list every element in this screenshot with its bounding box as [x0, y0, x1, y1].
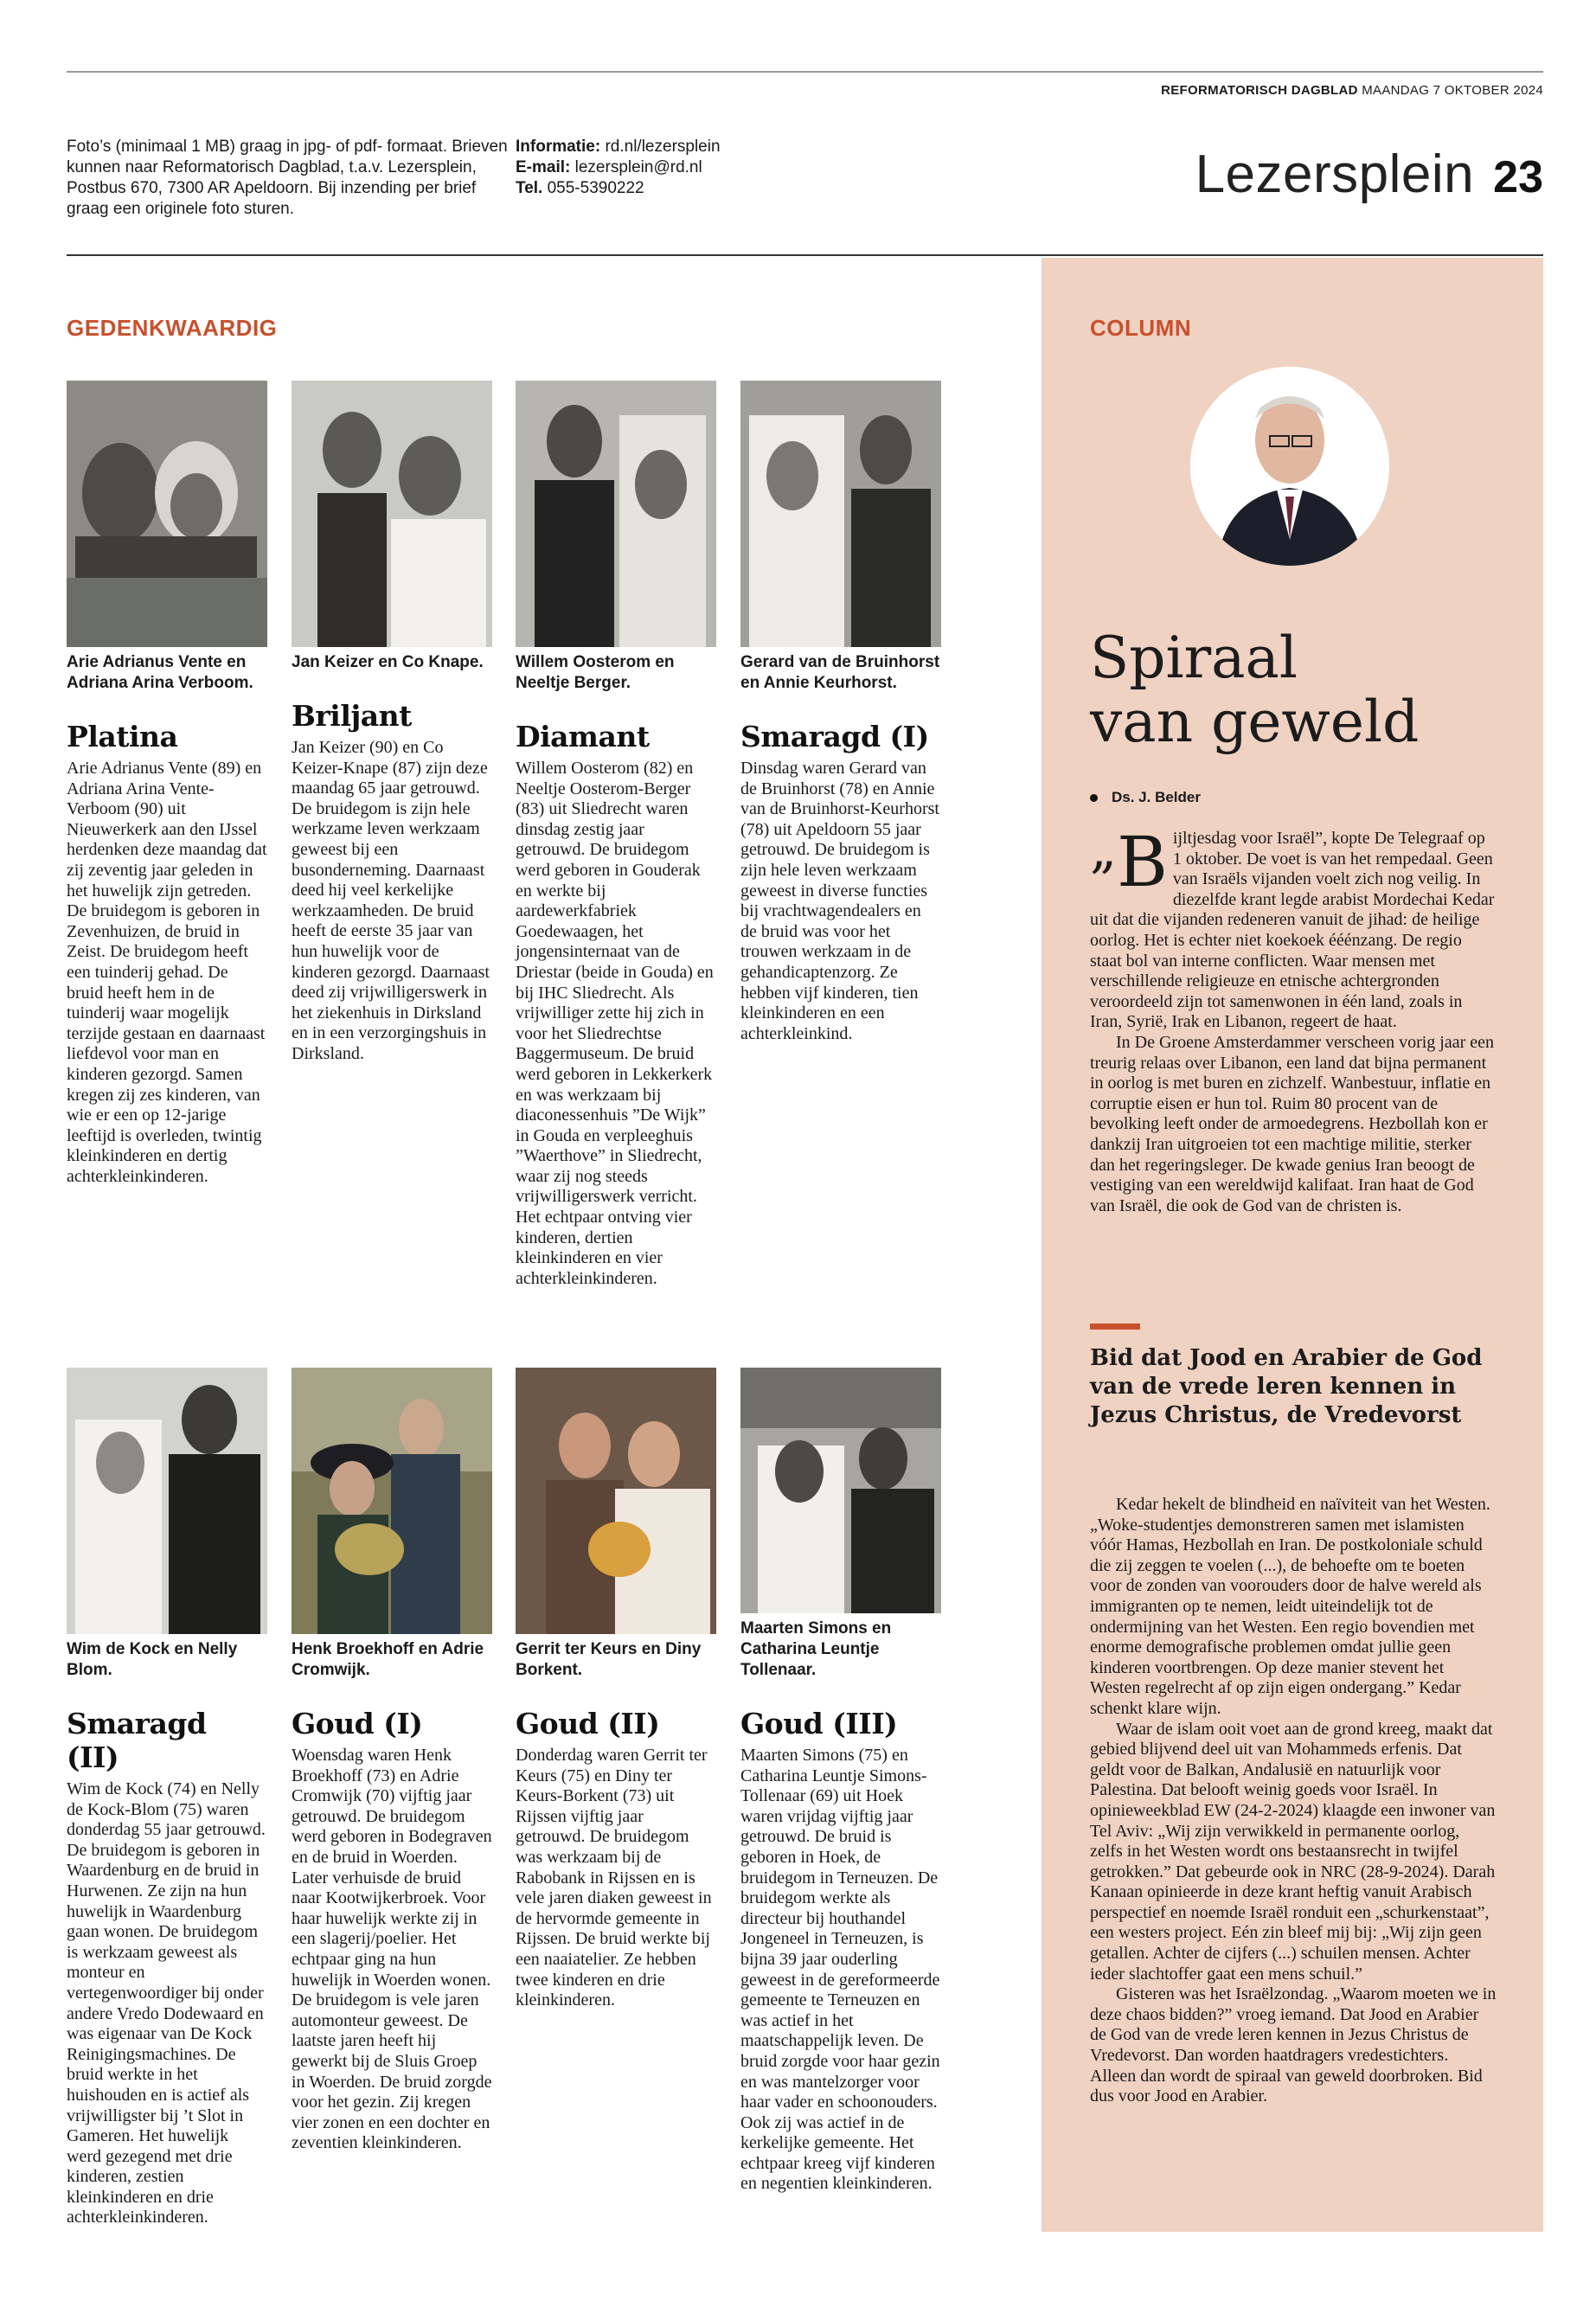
- anniversary-title: Smaragd (I): [740, 720, 929, 753]
- photo-caption: Willem Oosterom en Neeltje Berger.: [516, 653, 675, 692]
- anniversary-title: Diamant: [516, 720, 650, 753]
- top-rule: [67, 71, 1543, 73]
- anniversary-card: [67, 381, 267, 1187]
- anniversary-title: Goud (III): [740, 1707, 898, 1740]
- drop-cap: „B: [1090, 819, 1168, 902]
- anniversary-text: Woensdag waren Henk Broekhoff (73) en Adrie Cromwijk (70) vijftig jaar getrouwd. De bruidegom werd geboren in Bodegraven en de bruid in Woerden. Later verhuisde de bruid naar Kootwijkerbroek. Voor haar huwelijk werkte zij in een slagerij/poelier. Het echtpaar ging na hun huwelijk in Woerden wonen. De bruidegom is vele jaren automonteur geweest. De laatste jaren heeft hij gewerkt bij de Sluis Groep in Woerden. De bruid zorgde voor het gezin. Zij kregen vier zonen en een dochter en zeventien kleinkinderen.: [292, 1746, 492, 2153]
- anniversary-title: Platina: [67, 720, 178, 753]
- tel-value: 055-5390222: [547, 179, 644, 197]
- anniversary-text: Willem Oosterom (82) en Neeltje Oosterom-Berger (83) uit Sliedrecht waren dinsdag zestig jaar getrouwd. De bruidegom werd geboren in Gouderak en werkte bij aardewerkfabriek Goedewaagen, het jongensinternaat van de Driestar (beide in Gouda) en bij IHC Sliedrecht. Als vrijwilliger zette hij zich in voor het Sliedrechtse Baggermuseum. De bruid werd geboren in Lekkerkerk en was werkzaam bij diaconessenhuis ”De Wijk” in Gouda en verpleeghuis ”Waerthove” in Sliedrecht, waar zij nog steeds vrijwilligerswerk verricht. Het echtpaar ontving vier kinderen, dertien kleinkinderen en vier achterkleinkinderen.: [516, 759, 714, 1288]
- anniversary-card: [292, 381, 492, 1065]
- anniversary-text: Maarten Simons (75) en Catharina Leuntje Simons-Tollenaar (69) uit Hoek waren vrijdag vijftig jaar getrouwd. De bruid is geboren in Hoek, de bruidegom in Terneuzen. De bruidegom werkte als directeur bij houthandel Jongeneel in Terneuzen, is bijna 39 jaar ouderling geweest in de gereformeerde gemeente te Terneuzen en was actief in het maatschappelijk leven. De bruid zorgde voor haar gezin en was mantelzorger voor haar vader en schoonouders. Ook zij was actief in de kerkelijke gemeente. Het echtpaar kreeg vijf kinderen en negentien kleinkinderen.: [740, 1746, 940, 2194]
- email-link[interactable]: lezersplein@rd.nl: [574, 158, 702, 176]
- page-number: 23: [1493, 152, 1543, 202]
- section-header: [1195, 144, 1543, 205]
- headline-line-1: Spiraal: [1090, 625, 1298, 691]
- gedenkwaardig-kicker: GEDENKWAARDIG: [67, 315, 278, 341]
- column-kicker: COLUMN: [1090, 315, 1192, 341]
- anniversary-card: [292, 1368, 492, 2154]
- info-link[interactable]: rd.nl/lezersplein: [605, 138, 721, 156]
- photo-caption: Jan Keizer en Co Knape.: [292, 653, 484, 671]
- anniversary-card: [67, 1368, 267, 2228]
- photo-caption: Henk Broekhoff en Adrie Cromwijk.: [292, 1640, 484, 1679]
- submission-info: Foto’s (minimaal 1 MB) graag in jpg- of pdf- formaat. Brieven kunnen naar Reformatorisch Dagblad, t.a.v. Lezersplein, Postbus 670, 7300 AR Apeldoorn. Bij inzending per brief graag een originele foto sturen.: [67, 138, 508, 218]
- photo-caption: Maarten Simons en Catharina Leuntje Tollenaar.: [740, 1619, 892, 1679]
- column-headline: [1090, 626, 1497, 754]
- column-panel: [1042, 258, 1543, 2232]
- dateline: [1161, 83, 1543, 98]
- column-paragraph: Waar de islam ooit voet aan de grond kreeg, maakt dat gebied blijvend deel uit van Mohammeds erfenis. Dat geldt voor de Balkan, Andalusië en natuurlijk voor Palestina. Dat belooft weinig goeds voor Israël. In opinieweekblad EW (24-2-2024) klaagde een inwoner van Tel Aviv: „Wij zijn verwikkeld in permanente oorlog, zelfs in het Westen wordt ons bestaansrecht in twijfel getrokken.” Dat gebeurde ook in NRC (28-9-2024). Darah Kanaan opinieerde in deze krant heftig vanuit Arabisch perspectief en noemde Israël ronduit een „schurkenstaat”, een westers project. Eén zin bleef mij bij: „Wij zijn geen getallen. Achter de cijfers (...) schuilen mensen. Achter ieder slachtoffer gaat een mens schuil.”: [1090, 1719, 1496, 1984]
- anniversary-card: [740, 1368, 941, 2195]
- issue-date: MAANDAG 7 OKTOBER 2024: [1362, 83, 1543, 98]
- info-label: Informatie:: [516, 138, 601, 156]
- wedding-photo: [67, 1368, 267, 1634]
- column-byline: [1090, 789, 1497, 806]
- photo-caption: Wim de Kock en Nelly Blom.: [67, 1640, 238, 1679]
- anniversary-title: Goud (I): [292, 1707, 423, 1740]
- wedding-photo: [516, 1368, 716, 1634]
- contact-info: [516, 137, 801, 199]
- photo-caption: Gerrit ter Keurs en Diny Borkent.: [516, 1640, 702, 1679]
- column-body-top: [1090, 819, 1497, 1216]
- author-portrait: [1190, 367, 1389, 566]
- pullquote: Bid dat Jood en Arabier de God van de vrede leren kennen in Jezus Christus, de Vredevorst: [1090, 1345, 1483, 1428]
- wedding-photo: [740, 381, 941, 647]
- anniversary-text: Arie Adrianus Vente (89) en Adriana Arina Vente-Verboom (90) uit Nieuwerkerk aan den IJssel herdenken deze maandag dat zij zeventig jaar geleden in het huwelijk zijn getreden. De bruidegom is geboren in Zevenhuizen, de bruid in Zeist. De bruidegom heeft een tuinderij gehad. De bruid heeft hem in de tuinderij waar mogelijk terzijde gestaan en daarnaast liefdevol voor man en kinderen gezorgd. Samen kregen zij zes kinderen, van wie er een op 12-jarige leeftijd is overleden, twintig kleinkinderen en dertig achterkleinkinderen.: [67, 759, 267, 1186]
- column-paragraph: Kedar hekelt de blindheid en naïviteit van het Westen. „Woke-studentjes demonstreren samen met islamisten vóór Hamas, Hezbollah en Iran. De postkoloniale schuld die zij zeggen te voelen (...), de behoefte om te boeten voor de zonden van voorouders door de halve wereld als immigranten op te nemen, leidt uiteindelijk tot de ondermijning van het Westen. Een regio bovendien met enorme demografische problemen omdat jullie geen kinderen voortbrengen. Op deze manier stevent het Westen regelrecht af op zijn eigen ondergang.” Kedar schenkt klare wijn.: [1090, 1495, 1490, 1718]
- email-label: E-mail:: [516, 158, 571, 176]
- anniversary-text: Dinsdag waren Gerard van de Bruinhorst (78) en Annie van de Bruinhorst-Keurhorst (78) uit Apeldoorn 55 jaar getrouwd. De bruidegom is zijn hele leven werkzaam geweest in diverse functies bij vrachtwagendealers en de bruid was voor het trouwen werkzaam in de gehandicaptenzorg. Ze hebben vijf kinderen, tien kleinkinderen en een achterkleinkind.: [740, 759, 939, 1043]
- anniversary-card: [740, 381, 941, 1044]
- anniversary-card: [516, 1368, 716, 2011]
- author-name: Ds. J. Belder: [1112, 789, 1201, 805]
- anniversary-text: Jan Keizer (90) en Co Keizer-Knape (87) zijn deze maandag 65 jaar getrouwd. De bruidegom is zijn hele werkzame leven werkzaam geweest bij een busonderneming. Daarnaast deed hij veel kerkelijke werkzaamheden. De bruid heeft de eerste 35 jaar van hun huwelijk voor de kinderen gezorgd. Daarnaast deed zij vrijwilligerswerk in het ziekenhuis in Dirksland en in een verzorgingshuis in Dirksland.: [292, 738, 490, 1063]
- tel-label: Tel.: [516, 179, 543, 197]
- anniversary-text: Donderdag waren Gerrit ter Keurs (75) en Diny ter Keurs-Borkent (73) uit Rijssen vijftig jaar getrouwd. De bruidegom was werkzaam bij de Rabobank in Rijssen en is vele jaren diaken geweest in de hervormde gemeente in Rijssen. De bruid werkte bij een naaiatelier. Ze hebben twee kinderen en drie kleinkinderen.: [516, 1746, 712, 2010]
- anniversary-title: Goud (II): [516, 1707, 660, 1740]
- wedding-photo: [516, 381, 716, 647]
- anniversary-title: Briljant: [292, 699, 412, 733]
- anniversary-text: Wim de Kock (74) en Nelly de Kock-Blom (75) waren donderdag 55 jaar getrouwd. De bruidegom is geboren in Waardenburg en de bruid in Hurwenen. Ze zijn na hun huwelijk in Waardenburg gaan wonen. De bruidegom is werkzaam geweest als monteur en vertegenwoordiger bij onder andere Vredo Dodewaard en was eigenaar van De Kock Reinigingsmachines. De bruid werkte in het huishouden en is actief als vrijwilligster bij ’t Slot in Gameren. Het huwelijk werd gezegend met drie kinderen, zestien kleinkinderen en drie achterkleinkinderen.: [67, 1779, 266, 2227]
- column-paragraph: In De Groene Amsterdammer verscheen vorig jaar een treurig relaas over Libanon, een land dat bijna permanent in oorlog is met buren en zichzelf. Wanbestuur, inflatie en corruptie eisen er hun tol. Ruim 80 procent van de bevolking leeft onder de armoedegrens. Hezbollah kon er dankzij Iran uitgroeien tot een machtige militie, sterker dan het regeringsleger. De kwade genius Iran beoogt de vestiging van een wereldwijd kalifaat. Iran haat de God van Israël, die ook de God van de christen is.: [1090, 1032, 1495, 1215]
- header-rule: [67, 254, 1543, 256]
- wedding-photo: [292, 1368, 492, 1634]
- photo-caption: Arie Adrianus Vente en Adriana Arina Verboom.: [67, 653, 253, 692]
- photo-caption: Gerard van de Bruinhorst en Annie Keurhorst.: [740, 653, 940, 692]
- paper-name: REFORMATORISCH DAGBLAD: [1161, 83, 1358, 98]
- headline-line-2: van geweld: [1090, 689, 1420, 755]
- section-name: Lezersplein: [1195, 144, 1475, 204]
- wedding-photo: [292, 381, 492, 647]
- column-paragraph: „B ijltjesdag voor Israël”, kopte De Telegraaf op 1 oktober. De voet is van het rempedaal. Geen van Israëls vijanden voelt zich nog veilig. In diezelfde krant legde arabist Mordechai Kedar uit dat die vijanden redeneren vanuit de jihad: de heilige oorlog. Het is echter niet koekoek ééénzang. De regio staat bol van interne conflicten. Waar mensen met verschillende religieuze en etnische achtergronden veroordeeld zijn tot samenwonen in één land, zoals in Iran, Syrië, Irak en Libanon, regeert de haat.: [1090, 819, 1495, 1032]
- bullet-icon: [1090, 794, 1098, 802]
- wedding-photo: [67, 381, 267, 647]
- column-paragraph: Gisteren was het Israëlzondag. „Waarom moeten we in deze chaos bidden?” vroeg iemand. Dat Jood en Arabier de God van de vrede leren kennen in Jezus Christus de Vredevorst. Dan worden haatdragers vredestichters. Alleen dan wordt de spiraal van geweld doorbroken. Bid dus voor Jood en Arabier.: [1090, 1984, 1497, 2106]
- anniversary-title: Smaragd (II): [67, 1707, 207, 1774]
- anniversary-card: [516, 381, 716, 1289]
- column-body-bottom: [1090, 1495, 1497, 2107]
- pullquote-accent: [1090, 1324, 1140, 1330]
- wedding-photo: [740, 1368, 941, 1613]
